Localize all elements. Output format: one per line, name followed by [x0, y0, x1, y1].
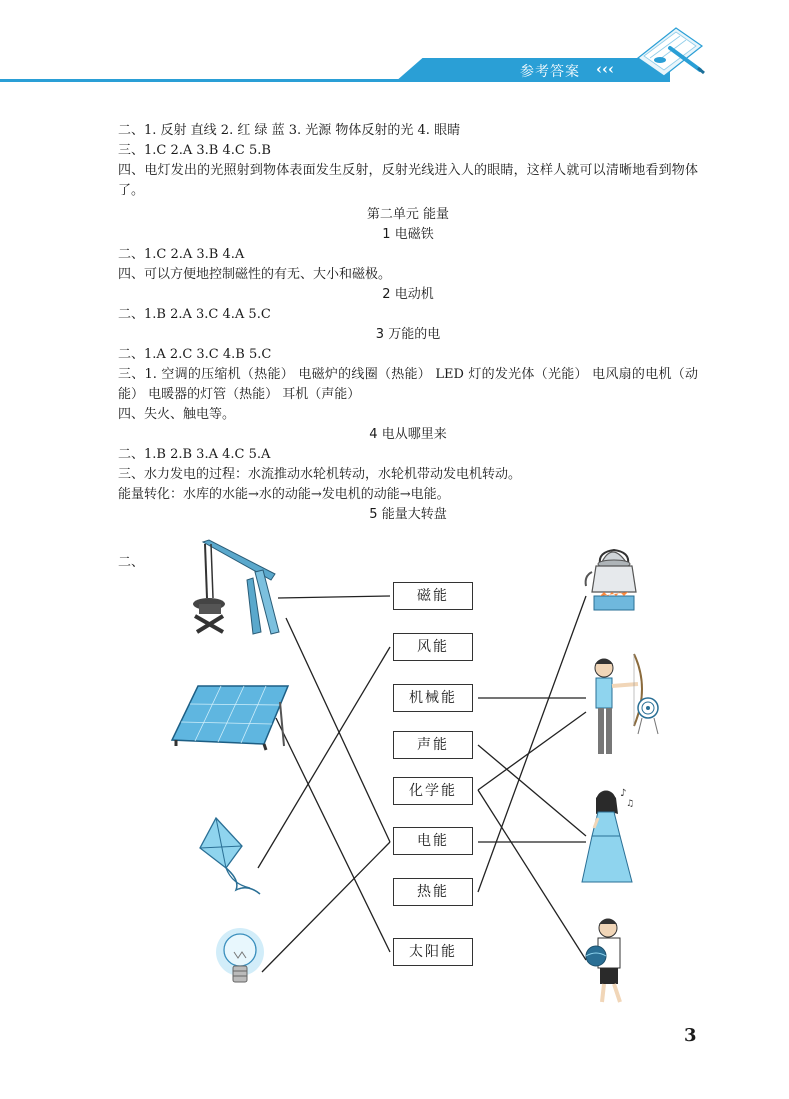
unit-title: 第二单元 能量: [366, 207, 450, 222]
crane-magnet-icon: [193, 540, 279, 634]
boy-with-ball-icon: [586, 919, 620, 1002]
answer-line: 二、1.A 2.C 3.C 4.B 5.C: [118, 347, 272, 362]
answer-line: 二、1.B 2.B 3.A 4.C 5.A: [118, 447, 271, 462]
answer-line: 四、可以方便地控制磁性的有无、大小和磁极。: [118, 267, 392, 282]
answer-line: 二、1. 反射 直线 2. 红 绿 蓝 3. 光源 物体反射的光 4. 眼睛: [118, 123, 461, 138]
chevrons-icon: ‹‹‹: [596, 60, 614, 78]
energy-box-mechanical: 机械能: [393, 684, 473, 712]
answer-line: 四、失火、触电等。: [118, 407, 236, 422]
energy-box-magnetic: 磁能: [393, 582, 473, 610]
lesson-title: 4 电从哪里来: [369, 427, 447, 442]
answer-paragraph: 四、电灯发出的光照射到物体表面发生反射，反射光线进入人的眼睛，这样人就可以清晰地看到物体了。: [118, 163, 698, 198]
lesson-title: 3 万能的电: [375, 327, 441, 342]
archer-icon: [595, 654, 658, 754]
lesson-title: 2 电动机: [382, 287, 434, 302]
energy-box-wind: 风能: [393, 633, 473, 661]
svg-text:♫: ♫: [626, 799, 635, 809]
solar-panel-icon: [172, 686, 288, 750]
answer-line: 二、1.B 2.A 3.C 4.A 5.C: [118, 307, 271, 322]
energy-box-electric: 电能: [393, 827, 473, 855]
answer-line: 三、1.C 2.A 3.B 4.C 5.B: [118, 143, 271, 158]
energy-box-sound: 声能: [393, 731, 473, 759]
answer-paragraph: 三、1. 空调的压缩机（热能） 电磁炉的线圈（热能） LED 灯的发光体（光能） 电风扇的电机（动能） 电暖器的灯管（热能） 耳机（声能）: [118, 367, 698, 402]
header-title: 参考答案: [520, 64, 580, 80]
energy-box-solar: 太阳能: [393, 938, 473, 966]
answer-line: 能量转化：水库的水能→水的动能→发电机的动能→电能。: [118, 487, 450, 502]
answer-line: 三、水力发电的过程：水流推动水轮机转动，水轮机带动发电机转动。: [118, 467, 522, 482]
lesson-title: 5 能量大转盘: [369, 507, 447, 522]
kite-icon: [200, 818, 260, 894]
singer-icon: [582, 788, 634, 882]
svg-text:♪: ♪: [620, 788, 627, 799]
matching-label: 二、: [118, 555, 145, 570]
energy-box-chemical: 化学能: [393, 777, 473, 805]
energy-box-heat: 热能: [393, 878, 473, 906]
kettle-on-stove-icon: [586, 550, 636, 610]
page-number: 3: [684, 1025, 697, 1046]
answer-line: 二、1.C 2.A 3.B 4.A: [118, 247, 245, 262]
light-bulb-icon: [216, 928, 264, 982]
lesson-title: 1 电磁铁: [382, 227, 434, 242]
